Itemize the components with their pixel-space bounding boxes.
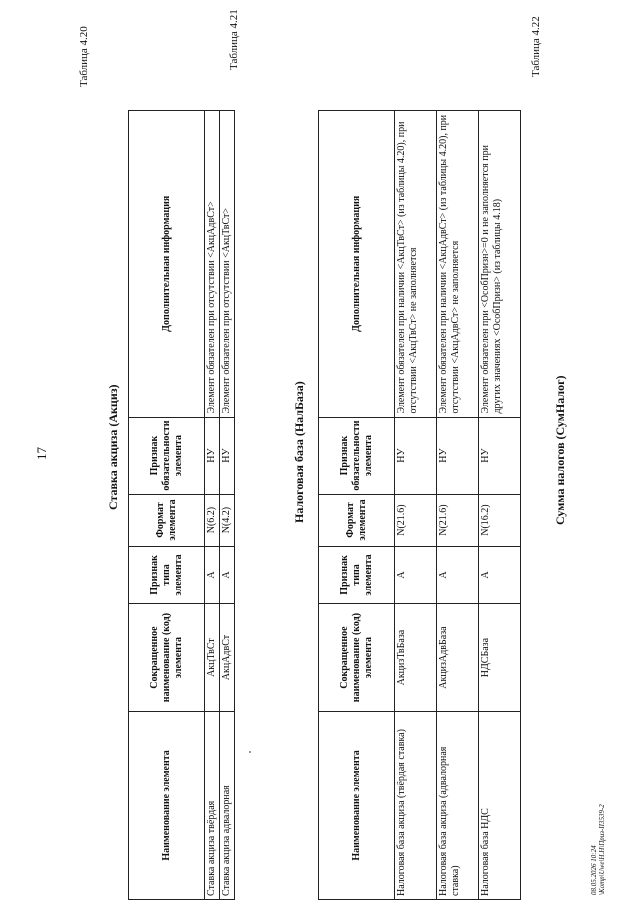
- cell-format: N(21.6): [437, 494, 479, 546]
- cell-format: N(16.2): [479, 494, 521, 546]
- page-number: 17: [34, 447, 49, 460]
- footer-timestamp: 08.05.2026 10:24: [590, 845, 598, 895]
- cell-info: Элемент обязателен при отсутствии <АкцАдвСт>: [205, 111, 220, 418]
- footer-file-path: \Komp\Uwe\Н.Н\Приз-II3539-2: [598, 804, 607, 895]
- table-header-row: [319, 111, 395, 900]
- cell-required: НУ: [220, 417, 235, 494]
- cell-name: Налоговая база акциза (адвалорная ставка): [437, 711, 479, 899]
- cell-code: АкцАдвСт: [220, 604, 235, 711]
- cell-code: АкцизТвБаза: [395, 604, 437, 711]
- cell-name: Налоговая база акциза (твёрдая ставка): [395, 711, 437, 899]
- cell-info: Элемент обязателен при <ОсобПризн>=0 и не заполняется при других значениях <ОсобПризн> (из таблицы 4.18): [479, 111, 521, 418]
- header-format: Формат элемента: [129, 494, 205, 546]
- header-format: Формат элемента: [319, 494, 395, 546]
- table-row: [220, 111, 235, 900]
- cell-name: Ставка акциза адвалорная: [220, 711, 235, 899]
- cell-format: N(21.6): [395, 494, 437, 546]
- header-code: Сокращенное наименование (код) элемента: [319, 604, 395, 711]
- cell-required: НУ: [395, 417, 437, 494]
- cell-type: А: [395, 546, 437, 604]
- table-row: [437, 111, 479, 900]
- cell-info: Элемент обязателен при наличии <АкцТвСт> (из таблицы 4.20), при отсутствии <АкцТвСт> не заполняется: [395, 111, 437, 418]
- table-4-22-caption: Таблица 4.22: [530, 16, 542, 77]
- cell-info: Элемент обязателен при отсутствии <АкцТвСт>: [220, 111, 235, 418]
- table-4-22-title: Сумма налогов (СумНалог): [553, 375, 567, 525]
- cell-format: N(6.2): [205, 494, 220, 546]
- table-4-21-title: Налоговая база (НалБаза): [292, 381, 306, 523]
- cell-type: А: [437, 546, 479, 604]
- scan-speck: [249, 751, 251, 753]
- cell-type: А: [220, 546, 235, 604]
- table-4-20-title: Ставка акциза (Акциз): [106, 384, 120, 510]
- header-code: Сокращенное наименование (код) элемента: [129, 604, 205, 711]
- table-row: [205, 111, 220, 900]
- cell-info: Элемент обязателен при наличии <АкцАдвСт> (из таблицы 4.20), при отсутствии <АкцАдвСт> не заполняется: [437, 111, 479, 418]
- table-4-21-caption: Таблица 4.21: [228, 9, 240, 70]
- table-4-20: [128, 110, 235, 900]
- header-required: Признак обязательности элемента: [129, 417, 205, 494]
- header-name: Наименование элемента: [129, 711, 205, 899]
- cell-type: А: [479, 546, 521, 604]
- cell-code: НДСБаза: [479, 604, 521, 711]
- cell-required: НУ: [437, 417, 479, 494]
- header-required: Признак обязательности элемента: [319, 417, 395, 494]
- cell-required: НУ: [479, 417, 521, 494]
- header-info: Дополнительная информация: [319, 111, 395, 418]
- header-info: Дополнительная информация: [129, 111, 205, 418]
- cell-type: А: [205, 546, 220, 604]
- cell-name: Налоговая база НДС: [479, 711, 521, 899]
- table-row: [479, 111, 521, 900]
- cell-code: АкцТвСт: [205, 604, 220, 711]
- table-4-21: [318, 110, 521, 900]
- cell-name: Ставка акциза твёрдая: [205, 711, 220, 899]
- header-type: Признак типа элемента: [319, 546, 395, 604]
- table-4-20-caption: Таблица 4.20: [78, 26, 90, 87]
- cell-code: АкцизАдвБаза: [437, 604, 479, 711]
- header-name: Наименование элемента: [319, 711, 395, 899]
- cell-required: НУ: [205, 417, 220, 494]
- table-row: [395, 111, 437, 900]
- header-type: Признак типа элемента: [129, 546, 205, 604]
- table-header-row: [129, 111, 205, 900]
- print-footer: [590, 804, 606, 895]
- cell-format: N(4.2): [220, 494, 235, 546]
